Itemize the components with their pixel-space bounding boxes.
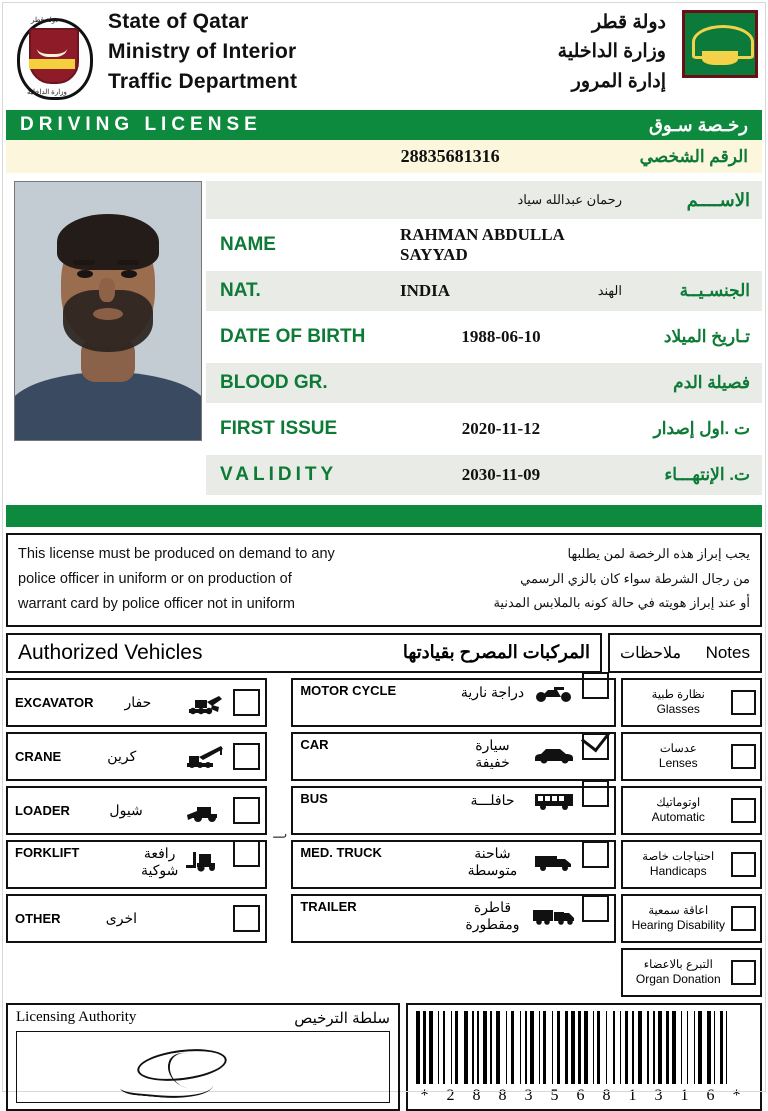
automatic-ar-label: اوتوماتيك — [656, 796, 701, 809]
personal-number-value: 28835681316 — [400, 146, 500, 166]
notice-ar-line-3: أو عند إبراز هويته في حالة كونه بالملابس المدنية — [493, 595, 750, 611]
handicaps-en-label: Handicaps — [649, 864, 707, 878]
official-signature-stamp-icon — [16, 1031, 390, 1103]
medium-truck-en-label: MED. TRUCK — [300, 844, 382, 860]
handicaps-ar-label: احتياجات خاصة — [642, 850, 715, 863]
qatar-state-emblem-icon — [6, 4, 98, 108]
main-data-area — [6, 173, 762, 501]
note-row-glasses[interactable] — [621, 678, 762, 727]
forklift-en-label: FORKLIFT — [15, 844, 80, 860]
excavator-en-label: EXCAVATOR — [15, 694, 94, 710]
other-en-label: OTHER — [15, 910, 61, 926]
crane-icon — [182, 743, 228, 769]
barcode-bars — [416, 1011, 752, 1084]
field-blood-en-label: BLOOD GR. — [220, 372, 328, 393]
title-en-line-1: State of Qatar — [108, 10, 249, 33]
notice-ar-line-2: من رجال الشرطة سواء كان بالزي الرسمي — [520, 570, 750, 586]
truck-icon — [531, 852, 577, 872]
personal-number-row — [6, 140, 762, 173]
vehicle-categories-grid — [6, 678, 762, 997]
field-nationality-en-label: NAT. — [220, 280, 261, 301]
lenses-ar-label: عدسات — [659, 742, 697, 755]
section-headers — [6, 633, 762, 673]
vehicle-row-car[interactable] — [291, 732, 615, 781]
vehicle-row-forklift[interactable] — [6, 840, 267, 889]
title-ar-line-1: دولة قطر — [591, 12, 666, 33]
organ-donation-ar-label: التبرع بالاعضاء — [643, 958, 713, 971]
fields-column — [206, 173, 762, 501]
field-first-issue-ar-label: ت .اول إصدار — [653, 419, 750, 438]
note-row-hearing-disability[interactable] — [621, 894, 762, 943]
motorcycle-icon — [531, 683, 577, 703]
title-bar-ar: رخـصة سـوق — [649, 114, 748, 135]
vehicle-row-excavator[interactable] — [6, 678, 267, 727]
hearing-checkbox[interactable] — [731, 906, 756, 931]
vehicle-row-trailer[interactable] — [291, 894, 615, 943]
loader-en-label: LOADER — [15, 802, 70, 818]
loader-icon — [182, 797, 228, 823]
vehicle-row-crane[interactable] — [6, 732, 267, 781]
vehicle-row-medium-truck[interactable] — [291, 840, 615, 889]
loader-ar-label: شيول — [109, 801, 143, 818]
vehicle-row-motorcycle[interactable] — [291, 678, 615, 727]
field-nationality-value: INDIA — [400, 281, 451, 300]
personal-number-label-ar: الرقم الشخصي — [639, 146, 748, 166]
field-blood-group — [206, 363, 762, 403]
field-name — [206, 225, 762, 265]
field-name-en-label: NAME — [220, 234, 276, 255]
field-date-of-birth — [206, 317, 762, 357]
field-first-issue-value: 2020-11-12 — [461, 419, 541, 438]
notice-english — [18, 542, 335, 617]
licensing-authority-box — [6, 1003, 400, 1111]
authorized-vehicles-header — [6, 633, 602, 673]
field-dob-en-label: DATE OF BIRTH — [220, 326, 366, 347]
license-holder-photo — [14, 181, 202, 441]
excavator-ar-label: حفار — [124, 693, 152, 710]
field-name-arabic-value: رحمان عبدالله سياد — [517, 192, 622, 207]
barcode-box — [406, 1003, 762, 1111]
handicaps-checkbox[interactable] — [731, 852, 756, 877]
field-dob-value: 1988-06-10 — [461, 327, 541, 346]
field-blood-ar-label: فصيلة الدم — [673, 373, 750, 392]
crane-ar-label: كرين — [107, 747, 137, 764]
field-nationality-ar-value: الهند — [597, 283, 622, 298]
field-validity — [206, 455, 762, 495]
field-nationality — [206, 271, 762, 311]
field-dob-ar-label: تـاريخ الميلاد — [663, 327, 750, 346]
title-bar-en: DRIVING LICENSE — [20, 114, 262, 135]
card-header — [0, 0, 768, 108]
automatic-checkbox[interactable] — [731, 798, 756, 823]
legal-notice-box — [6, 533, 762, 627]
field-validity-en-label: VALIDITY — [220, 464, 338, 485]
notes-header — [608, 633, 762, 673]
notice-en-line-3: warrant card by police officer not in uniform — [18, 595, 295, 612]
authorized-vehicles-ar: المركبات المصرح بقيادتها — [402, 642, 590, 663]
notes-en: Notes — [705, 642, 750, 662]
motorcycle-checkbox[interactable] — [582, 672, 609, 699]
notice-en-line-2: police officer in uniform or on production of — [18, 570, 292, 587]
car-checkbox[interactable] — [582, 733, 609, 760]
title-ar-line-3: إدارة المرور — [571, 70, 666, 92]
licensing-authority-en: Licensing Authority — [16, 1009, 137, 1026]
forklift-ar-label: رافعة شوكية — [140, 844, 179, 878]
field-name-arabic — [206, 181, 762, 219]
field-name-arabic-label: الاســــم — [686, 189, 750, 210]
crane-en-label: CRANE — [15, 748, 62, 764]
crane-checkbox[interactable] — [233, 743, 260, 770]
excavator-icon — [182, 689, 228, 715]
excavator-checkbox[interactable] — [233, 689, 260, 716]
lenses-checkbox[interactable] — [731, 744, 756, 769]
grouping-bracket: ⎫ — [272, 833, 285, 842]
glasses-checkbox[interactable] — [731, 690, 756, 715]
field-nationality-ar-label: الجنسـيــة — [679, 281, 750, 300]
title-arabic — [558, 4, 678, 108]
trailer-en-label: TRAILER — [300, 898, 357, 914]
trailer-icon — [531, 906, 577, 926]
gcc-traffic-logo-icon — [678, 4, 762, 108]
motorcycle-en-label: MOTOR CYCLE — [300, 682, 397, 698]
notice-ar-line-1: يجب إبراز هذه الرخصة لمن يطلبها — [567, 546, 750, 561]
notice-en-line-1: This license must be produced on demand to any — [18, 546, 335, 562]
emblem-arabic-bottom: وزارة الداخلية — [27, 89, 67, 96]
bus-en-label: BUS — [300, 790, 328, 806]
bus-checkbox[interactable] — [582, 780, 609, 807]
bus-icon — [531, 791, 577, 811]
trailer-ar-label: قاطرة ومقطورة — [465, 898, 520, 932]
medium-truck-ar-label: شاحنة متوسطة — [467, 844, 518, 878]
title-english — [98, 4, 297, 108]
title-en-line-2: Ministry of Interior — [108, 39, 297, 63]
organ-donation-en-label: Organ Donation — [635, 972, 721, 986]
other-checkbox[interactable] — [233, 905, 260, 932]
notice-arabic — [493, 542, 750, 617]
motorcycle-ar-label: دراجة نارية — [460, 684, 525, 701]
photo-column — [6, 173, 206, 441]
field-name-value: RAHMAN ABDULLA SAYYAD — [400, 225, 564, 264]
vehicle-row-bus[interactable] — [291, 786, 615, 835]
car-en-label: CAR — [300, 736, 329, 752]
field-validity-ar-label: ت. الإنتهـــاء — [664, 465, 750, 484]
note-row-automatic[interactable] — [621, 786, 762, 835]
vehicle-row-other[interactable] — [6, 894, 267, 943]
notes-column — [621, 678, 762, 997]
trailer-checkbox[interactable] — [582, 895, 609, 922]
organ-donation-checkbox[interactable] — [731, 960, 756, 985]
note-row-organ-donation[interactable] — [621, 948, 762, 997]
note-row-lenses[interactable] — [621, 732, 762, 781]
medium-truck-checkbox[interactable] — [582, 841, 609, 868]
glasses-en-label: Glasses — [656, 702, 700, 716]
field-validity-value: 2030-11-09 — [461, 465, 541, 484]
licensing-authority-ar: سلطة الترخيص — [294, 1009, 390, 1027]
forklift-checkbox[interactable] — [233, 840, 260, 867]
hearing-ar-label: اعاقة سمعية — [648, 904, 709, 917]
field-first-issue — [206, 409, 762, 449]
driving-license-title-bar — [6, 110, 762, 140]
bus-ar-label: حافلـــة — [470, 792, 515, 809]
hearing-en-label: Hearing Disability — [631, 918, 725, 932]
car-icon — [531, 744, 577, 764]
other-ar-label: اخرى — [105, 909, 138, 926]
glasses-ar-label: نظارة طبية — [651, 688, 705, 701]
authorized-vehicles-en: Authorized Vehicles — [18, 640, 203, 664]
green-ornament-strip — [6, 505, 762, 527]
title-ar-line-2: وزارة الداخلية — [557, 41, 666, 63]
notes-ar: ملاحظات — [620, 644, 682, 662]
note-row-handicaps[interactable] — [621, 840, 762, 889]
emblem-arabic-top: دولة قطر — [31, 17, 59, 24]
car-ar-label: سيارة خفيفة — [475, 736, 510, 770]
vehicle-row-loader[interactable] — [6, 786, 267, 835]
barcode-text: * 2 8 8 3 5 6 8 1 3 1 6 * — [420, 1086, 748, 1104]
light-vehicles-column — [291, 678, 615, 997]
heavy-equipment-column — [6, 678, 267, 997]
bottom-area — [6, 1003, 762, 1111]
field-first-issue-en-label: FIRST ISSUE — [220, 418, 338, 439]
forklift-icon — [182, 851, 228, 873]
loader-checkbox[interactable] — [233, 797, 260, 824]
lenses-en-label: Lenses — [658, 756, 698, 770]
title-en-line-3: Traffic Department — [108, 69, 298, 93]
automatic-en-label: Automatic — [651, 810, 705, 824]
